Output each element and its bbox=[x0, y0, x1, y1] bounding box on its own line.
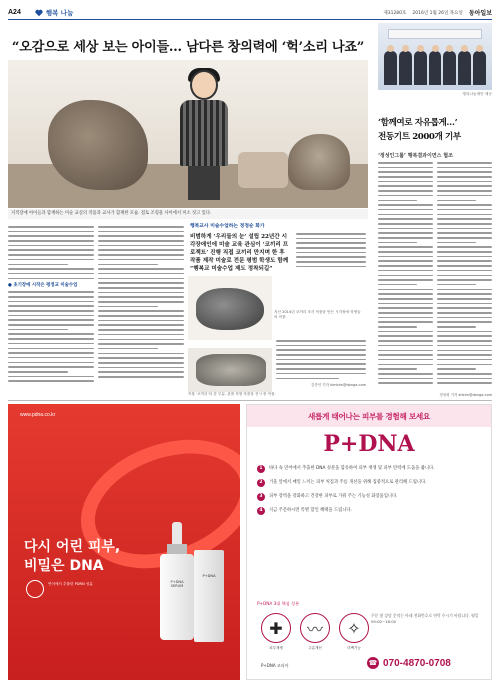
text-line bbox=[98, 245, 184, 247]
whitening-icon: ✧ bbox=[339, 613, 369, 643]
text-line bbox=[437, 378, 492, 380]
text-line bbox=[378, 326, 417, 328]
regeneration-icon: ✚ bbox=[261, 613, 291, 643]
issue-number: 제31280호 bbox=[383, 10, 407, 16]
section-tag bbox=[35, 8, 73, 17]
text-line bbox=[8, 273, 94, 275]
text-line bbox=[437, 289, 492, 291]
feature-list bbox=[257, 465, 483, 521]
text-line bbox=[8, 264, 68, 266]
text-line bbox=[8, 268, 94, 270]
text-line bbox=[378, 284, 417, 286]
text-line bbox=[276, 340, 366, 342]
emblem-icon bbox=[26, 580, 44, 598]
text-line bbox=[378, 279, 433, 281]
text-line bbox=[98, 315, 184, 317]
text-line bbox=[378, 251, 433, 253]
text-line bbox=[437, 279, 492, 281]
main-photo-caption: 지적장애 아이들과 함께하는 미술 교실의 작품과 교사가 함께한 모습. 점토 조형물 사이에서 미소 짓고 있다. bbox=[8, 209, 368, 219]
text-line bbox=[8, 319, 94, 321]
text-line bbox=[8, 259, 94, 261]
text-line bbox=[378, 298, 433, 300]
text-line bbox=[378, 340, 433, 342]
text-line bbox=[378, 275, 433, 277]
byline: 정성희 기자 shkim@donga.com bbox=[439, 393, 492, 397]
text-line bbox=[437, 307, 492, 309]
side-photo bbox=[378, 23, 492, 90]
text-line bbox=[276, 349, 366, 351]
person-figure bbox=[176, 70, 232, 200]
text-line bbox=[437, 298, 492, 300]
ad-banner: 새롭게 태어나는 피부를 경험해 보세요 bbox=[247, 405, 491, 427]
text-line bbox=[98, 310, 184, 312]
text-line bbox=[296, 233, 366, 235]
text-line bbox=[98, 235, 184, 237]
text-line bbox=[98, 273, 184, 275]
text-line bbox=[437, 331, 492, 333]
text-line bbox=[8, 376, 94, 378]
text-line bbox=[98, 324, 184, 326]
text-line bbox=[437, 359, 492, 361]
text-line bbox=[437, 350, 492, 352]
text-line bbox=[437, 209, 492, 211]
photo-caption: 작품 ‘코끼리’의 한 부분. 관찰 학생 작품을 전시 중 작품. bbox=[188, 392, 276, 396]
box-label: P+DNA bbox=[202, 574, 216, 578]
issue-date: 2016년 1월 26일 목요일 bbox=[412, 10, 463, 16]
ad-headline: 비밀은 DNA bbox=[24, 558, 104, 574]
text-line bbox=[276, 354, 366, 356]
ad-headline: 다시 어린 피부, bbox=[24, 539, 121, 555]
pull-quote-title: 행복교사 미술수업하는 정정순 화가 bbox=[190, 224, 265, 229]
product-box bbox=[194, 550, 224, 642]
text-line bbox=[378, 246, 433, 248]
text-line bbox=[437, 246, 492, 248]
text-line bbox=[378, 378, 433, 380]
side-subhead: ‘정성인그룹’ 행복결과이면스 협조 bbox=[378, 153, 453, 159]
pull-quote-text: 비범하게 ‘우리들의 눈’ 설립 22년간 시각장애인에 미술 교육 관심이 ‘코끼리 프로젝트’ 진행 직접 코끼리 만지며 한 후 작품 제작 미술로 전문 평범 학생도 함께 “행복교 미술수업 제도 정착되길” bbox=[190, 234, 289, 272]
text-line bbox=[437, 232, 492, 234]
text-line bbox=[378, 204, 433, 206]
advertisement-left[interactable] bbox=[8, 404, 240, 680]
text-line bbox=[378, 162, 433, 164]
text-line bbox=[98, 334, 184, 336]
text-line bbox=[98, 287, 184, 289]
text-line bbox=[437, 242, 476, 244]
text-line bbox=[378, 181, 433, 183]
text-line bbox=[8, 235, 94, 237]
text-line bbox=[98, 231, 184, 233]
circle-label: 주름개선 bbox=[308, 646, 322, 650]
text-line bbox=[378, 200, 417, 202]
sub-brand: P+DNA 코리아 bbox=[261, 663, 289, 668]
text-line bbox=[8, 245, 94, 247]
text-line bbox=[378, 382, 433, 384]
text-line bbox=[437, 265, 492, 267]
text-line bbox=[296, 261, 366, 263]
page-headline: “오감으로 세상 보는 아이들… 남다른 창의력에 ‘헉’소리 나죠” bbox=[11, 40, 365, 55]
text-line bbox=[8, 371, 68, 373]
text-line bbox=[276, 373, 366, 375]
phone-icon: ☎ bbox=[368, 659, 378, 667]
side-headline: ‘함께여로 자유롭게…’ bbox=[378, 118, 458, 128]
text-line bbox=[437, 284, 476, 286]
emblem-text: 연어에서 추출한 PDRN 성분 bbox=[48, 582, 93, 586]
text-line bbox=[378, 209, 433, 211]
side-headline: 전동기트 2000개 기부 bbox=[378, 132, 461, 142]
text-line bbox=[378, 214, 433, 216]
main-photo bbox=[8, 60, 368, 208]
text-line bbox=[437, 293, 492, 295]
text-line bbox=[8, 366, 94, 368]
text-line bbox=[378, 303, 433, 305]
text-line bbox=[378, 190, 433, 192]
article-column bbox=[98, 226, 184, 382]
text-line bbox=[296, 252, 366, 254]
text-line bbox=[8, 352, 94, 354]
text-line bbox=[378, 223, 433, 225]
text-line bbox=[98, 226, 184, 228]
list-item: 4 지금 주문하시면 특별 할인 혜택을 드립니다. bbox=[257, 507, 483, 515]
text-line bbox=[378, 350, 433, 352]
phone-contact[interactable] bbox=[367, 657, 487, 669]
text-line bbox=[437, 223, 492, 225]
text-line bbox=[98, 264, 158, 266]
text-line bbox=[8, 333, 94, 335]
circle-label: 피부재생 bbox=[269, 646, 283, 650]
text-line bbox=[8, 254, 94, 256]
text-line bbox=[98, 371, 184, 373]
text-line bbox=[378, 364, 433, 366]
text-line bbox=[437, 167, 492, 169]
text-line bbox=[98, 301, 184, 303]
text-line bbox=[296, 266, 366, 268]
text-line bbox=[437, 214, 492, 216]
text-line bbox=[437, 228, 492, 230]
text-line bbox=[8, 291, 94, 293]
text-line bbox=[437, 256, 492, 258]
sculpture-photo bbox=[188, 276, 272, 340]
text-line bbox=[378, 307, 433, 309]
text-line bbox=[437, 368, 476, 370]
divider bbox=[8, 400, 492, 401]
text-line bbox=[437, 185, 492, 187]
text-line bbox=[296, 247, 366, 249]
list-item: 3 피부 장벽을 강화하고 건강한 피부로 가꿔 주는 기능성 화장품입니다. bbox=[257, 493, 483, 501]
article-column bbox=[8, 226, 94, 382]
text-line bbox=[98, 329, 184, 331]
text-line bbox=[8, 329, 68, 331]
text-line bbox=[276, 345, 366, 347]
text-line bbox=[437, 181, 492, 183]
text-line bbox=[378, 167, 433, 169]
text-line bbox=[437, 335, 492, 337]
text-line bbox=[98, 357, 184, 359]
heart-icon bbox=[35, 9, 43, 17]
text-line bbox=[8, 240, 94, 242]
text-line bbox=[98, 362, 184, 364]
text-line bbox=[437, 200, 476, 202]
text-line bbox=[437, 190, 492, 192]
page-number: A24 bbox=[8, 9, 21, 16]
text-line bbox=[437, 326, 476, 328]
text-line bbox=[378, 331, 433, 333]
text-line bbox=[8, 249, 94, 251]
text-line bbox=[378, 256, 433, 258]
circle-label: 미백기능 bbox=[347, 646, 361, 650]
text-line bbox=[8, 348, 94, 350]
text-line bbox=[378, 359, 433, 361]
text-line bbox=[8, 226, 94, 228]
text-line bbox=[437, 345, 492, 347]
text-line bbox=[378, 176, 433, 178]
text-line bbox=[276, 363, 366, 365]
text-line bbox=[437, 195, 492, 197]
text-line bbox=[378, 195, 433, 197]
text-line bbox=[8, 296, 94, 298]
text-line bbox=[437, 237, 492, 239]
text-line bbox=[8, 231, 94, 233]
text-line bbox=[437, 270, 492, 272]
photo-caption: 지난 2014년 코끼리 조각 작품을 만든 시각장애 학생들의 작품. bbox=[274, 310, 361, 319]
text-line bbox=[378, 171, 433, 173]
text-line bbox=[437, 275, 492, 277]
text-line bbox=[378, 312, 433, 314]
text-line bbox=[378, 354, 433, 356]
text-line bbox=[437, 176, 492, 178]
text-line bbox=[98, 339, 184, 341]
text-line bbox=[378, 265, 433, 267]
text-line bbox=[98, 292, 184, 294]
text-line bbox=[8, 301, 94, 303]
text-line bbox=[437, 204, 492, 206]
text-line bbox=[437, 382, 492, 384]
text-line bbox=[437, 260, 492, 262]
text-line bbox=[8, 310, 94, 312]
ad-note: 주문 및 상담 문의는 아래 전화번호로 연락 주시기 바랍니다. 평일 09:00~18:00 bbox=[371, 613, 479, 624]
text-line bbox=[98, 254, 184, 256]
section-label: 행복 나눔 bbox=[45, 9, 74, 17]
text-line bbox=[276, 378, 339, 380]
text-line bbox=[276, 359, 366, 361]
text-line bbox=[8, 338, 94, 340]
text-line bbox=[437, 364, 492, 366]
text-line bbox=[8, 380, 94, 382]
text-line bbox=[437, 171, 492, 173]
text-line bbox=[437, 303, 492, 305]
list-item: 1 바다 속 연어에서 추출한 DNA 성분을 함유하여 피부 재생 및 피부 탄력에 도움을 줍니다. bbox=[257, 465, 483, 473]
text-line bbox=[8, 343, 94, 345]
brand-logo: P+DNA bbox=[323, 431, 415, 457]
text-line bbox=[378, 237, 433, 239]
text-line bbox=[378, 368, 417, 370]
text-line bbox=[8, 278, 94, 280]
text-line bbox=[98, 343, 184, 345]
text-line bbox=[98, 278, 184, 280]
ad-tagline: P+DNA 3대 핵심 성분 bbox=[257, 601, 300, 606]
text-line bbox=[98, 240, 184, 242]
text-line bbox=[437, 218, 492, 220]
text-line bbox=[98, 282, 184, 284]
text-line bbox=[296, 238, 366, 240]
text-line bbox=[98, 353, 184, 355]
sculpture-photo bbox=[188, 348, 272, 392]
event-banner bbox=[388, 29, 482, 39]
text-line bbox=[98, 268, 184, 270]
clay-sculpture bbox=[238, 152, 288, 188]
side-photo-caption: 행복나눔재단 제공 bbox=[462, 92, 492, 96]
text-line bbox=[296, 242, 366, 244]
text-line bbox=[8, 324, 94, 326]
text-line bbox=[378, 270, 433, 272]
text-line bbox=[98, 320, 184, 322]
text-line bbox=[378, 293, 433, 295]
text-line bbox=[98, 296, 184, 298]
text-line bbox=[437, 312, 492, 314]
text-line bbox=[437, 321, 492, 323]
text-line bbox=[276, 368, 366, 370]
side-article-body bbox=[378, 162, 492, 390]
text-line bbox=[378, 317, 433, 319]
text-line bbox=[98, 367, 184, 369]
text-line bbox=[378, 185, 433, 187]
article-subhead: ● 초기장애 시작은 평정교 미술수업 bbox=[8, 283, 78, 289]
ad-url[interactable]: www.pdna.co.kr bbox=[20, 412, 56, 418]
text-line bbox=[378, 242, 417, 244]
text-line bbox=[437, 340, 492, 342]
pull-quote bbox=[188, 222, 366, 272]
text-line bbox=[378, 321, 433, 323]
byline: 김종인 기자 kimkim@donga.com bbox=[311, 383, 366, 387]
text-line bbox=[98, 259, 184, 261]
list-item: 2 거울 앞에서 매일 느끼는 피부 처짐과 주름 개선을 위해 집중적으로 관리해 드립니다. bbox=[257, 479, 483, 487]
text-line bbox=[8, 357, 94, 359]
text-line bbox=[98, 348, 158, 350]
phone-number[interactable]: 070-4870-0708 bbox=[383, 657, 451, 669]
masthead bbox=[8, 6, 492, 20]
text-line bbox=[378, 373, 433, 375]
paper-name: 동아일보 bbox=[468, 11, 492, 17]
serum-bottle bbox=[158, 522, 196, 642]
advertisement-right[interactable] bbox=[246, 404, 492, 680]
text-line bbox=[8, 362, 94, 364]
text-line bbox=[437, 354, 492, 356]
wrinkle-icon: 〰 bbox=[300, 613, 330, 643]
clay-sculpture bbox=[288, 134, 350, 190]
text-line bbox=[98, 376, 184, 378]
text-line bbox=[437, 251, 492, 253]
text-line bbox=[378, 232, 433, 234]
text-line bbox=[378, 345, 433, 347]
text-line bbox=[378, 335, 433, 337]
text-line bbox=[378, 218, 433, 220]
text-line bbox=[437, 317, 492, 319]
text-line bbox=[98, 249, 184, 251]
text-line bbox=[296, 256, 366, 258]
text-line bbox=[437, 162, 492, 164]
text-line bbox=[378, 289, 433, 291]
bottle-label: P+DNA SERUM bbox=[170, 580, 184, 588]
text-line bbox=[8, 315, 94, 317]
text-line bbox=[8, 305, 94, 307]
text-line bbox=[437, 373, 492, 375]
text-line bbox=[378, 260, 433, 262]
text-line bbox=[378, 228, 433, 230]
text-line bbox=[98, 306, 158, 308]
